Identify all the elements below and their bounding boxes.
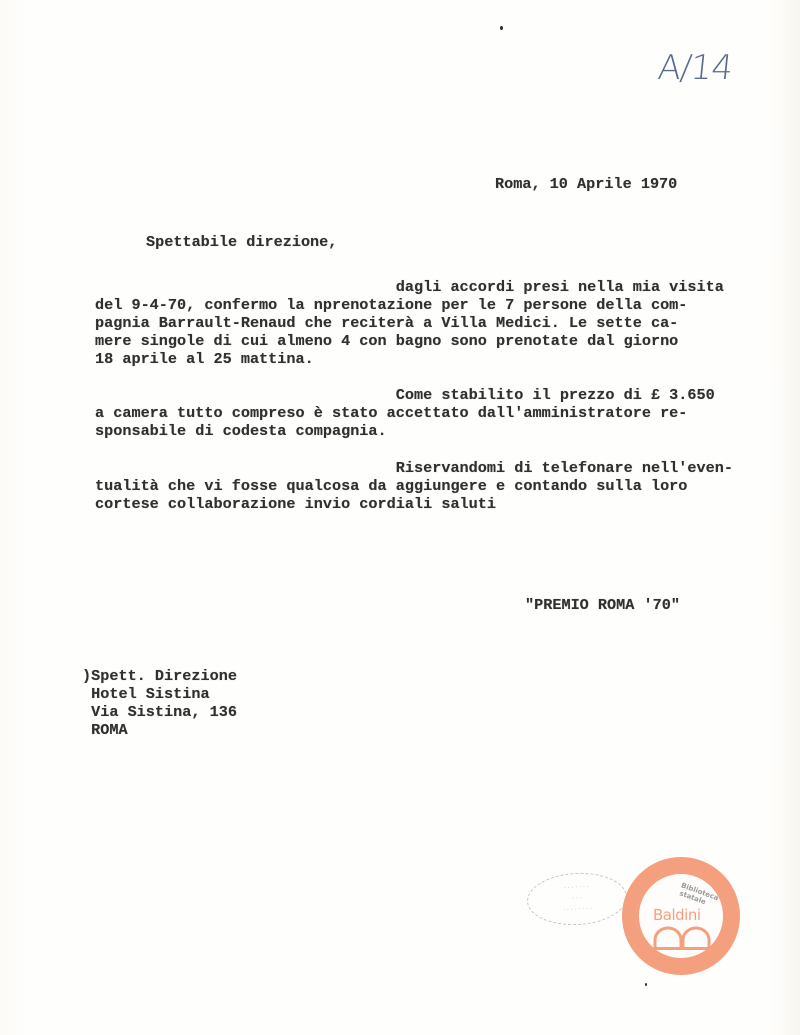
archive-stamp [526, 870, 629, 927]
paragraph-line: cortese collaborazione invio cordiali saluti [95, 495, 497, 513]
book-arches-icon [653, 926, 711, 950]
recipient-line: Hotel Sistina [82, 685, 210, 703]
paragraph-line: Riservandomi di telefonare nell'even- [95, 459, 733, 477]
stamp-text: · · · · · · · [563, 883, 589, 892]
paragraph-line: dagli accordi presi nella mia visita [95, 278, 724, 296]
paragraph-line: sponsabile di codesta compagnia. [95, 422, 387, 440]
paragraph-line: tualità che vi fosse qualcosa da aggiungere e contando sulla loro [95, 477, 688, 495]
paragraph-line: 18 aprile al 25 mattina. [95, 350, 314, 368]
recipient-line: ROMA [82, 721, 128, 739]
logo-small-text: Biblioteca statale [678, 881, 720, 907]
recipient-line: )Spett. Direzione [82, 667, 237, 685]
paper-speck [645, 983, 647, 986]
paper-speck [500, 26, 503, 30]
archive-mark: A/14 [655, 48, 735, 88]
stamp-text: · · · [572, 894, 582, 903]
place-date: Roma, 10 Aprile 1970 [495, 175, 678, 193]
paragraph-line: a camera tutto compreso è stato accettato dall'amministratore re- [95, 404, 688, 422]
paragraph-line: Come stabilito il prezzo di £ 3.650 [95, 386, 715, 404]
paragraph-line: pagnia Barrault-Renaud che reciterà a Villa Medici. Le sette ca- [95, 314, 679, 332]
recipient-line: Via Sistina, 136 [82, 703, 237, 721]
salutation: Spettabile direzione, [146, 233, 338, 251]
paragraph-line: mere singole di cui almeno 4 con bagno sono prenotate dal giorno [95, 332, 679, 350]
signature: "PREMIO ROMA '70" [525, 596, 680, 614]
stamp-text: · · · · · · · · [563, 905, 593, 914]
paragraph-line: del 9-4-70, confermo la nprenotazione per le 7 persone della com- [95, 296, 688, 314]
library-logo [622, 857, 740, 975]
logo-name: Baldini [653, 906, 701, 924]
